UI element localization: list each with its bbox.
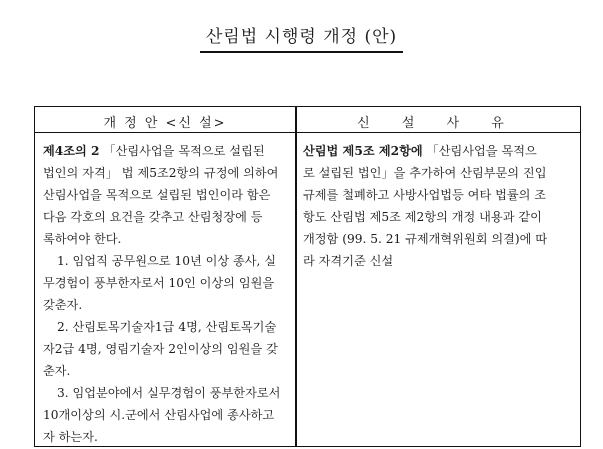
header-amendment: 개 정 안 <신 설> xyxy=(103,116,227,131)
amendment-line-text: 10개이상의 시.군에서 산림사업에 종사하고 xyxy=(43,408,275,422)
amendment-line xyxy=(43,426,291,448)
amendment-line-text: 갖춘자. xyxy=(43,298,83,312)
reason-line xyxy=(303,206,575,228)
reason-line-text: 라 자격기준 신설 xyxy=(303,254,394,268)
amendment-line xyxy=(43,272,291,294)
reason-line-text: 「산림사업을 목적으 xyxy=(422,144,537,158)
amendment-line-text: 자 하는자. xyxy=(43,430,98,444)
amendment-line-text: 1. 임업직 공무원으로 10년 이상 종사, 실 xyxy=(57,254,277,268)
amendment-line-text: 록하여야 한다. xyxy=(43,232,122,246)
column-divider xyxy=(295,107,297,446)
amendment-line-text: 자2급 4명, 영림기술자 2인이상의 임원을 갖 xyxy=(43,342,278,356)
reason-line-text: 규제를 철폐하고 사방사업법등 여타 법률의 조 xyxy=(303,188,547,202)
reason-line-bold: 산림법 제5조 제2항에 xyxy=(303,144,423,158)
reason-line xyxy=(303,140,575,162)
amendment-line-bold: 제4조의 2 xyxy=(43,144,100,158)
amendment-line xyxy=(43,228,291,250)
reason-line-text: 개정함 (99. 5. 21 규제개혁위원회 의결)에 따 xyxy=(303,232,548,246)
reason-line xyxy=(303,162,575,184)
amendment-line xyxy=(43,316,291,338)
amendment-line-text: 다음 각호의 요건을 갖추고 산림청장에 등 xyxy=(43,210,263,224)
amendment-line-text: 2. 산림토목기술자1급 4명, 산림토목기술 xyxy=(57,320,277,334)
amendment-text xyxy=(43,140,291,448)
reason-line-text: 로 설립된 법인」을 추가하여 산림부문의 진입 xyxy=(303,166,547,180)
amendment-line xyxy=(43,250,291,272)
amendment-line xyxy=(43,162,291,184)
amendment-line xyxy=(43,360,291,382)
amendment-line-text: 「산림사업을 목적으로 설립된 xyxy=(99,144,265,158)
table-header-row xyxy=(35,107,580,133)
amendment-line xyxy=(43,184,291,206)
header-reason: 신 설 사 유 xyxy=(357,116,518,131)
revision-table xyxy=(34,106,581,447)
amendment-line xyxy=(43,404,291,426)
amendment-line-text: 산림사업을 목적으로 설립된 법인이라 함은 xyxy=(43,188,271,202)
reason-line xyxy=(303,228,575,250)
amendment-line xyxy=(43,338,291,360)
amendment-line-text: 3. 임업분야에서 실무경험이 풍부한자로서 xyxy=(57,386,281,400)
amendment-line xyxy=(43,140,291,162)
document-title xyxy=(0,22,603,53)
reason-line-text: 항도 산림법 제5조 제2항의 개정 내용과 같이 xyxy=(303,210,542,224)
amendment-line xyxy=(43,294,291,316)
reason-text xyxy=(303,140,575,272)
amendment-line-text: 법인의 자격」 법 제5조2항의 규정에 의하여 xyxy=(43,166,279,180)
title-text: 산림법 시행령 개정 (안) xyxy=(200,22,403,53)
amendment-line xyxy=(43,206,291,228)
reason-line xyxy=(303,250,575,272)
amendment-line xyxy=(43,382,291,404)
reason-line xyxy=(303,184,575,206)
amendment-line-text: 춘자. xyxy=(43,364,71,378)
amendment-line-text: 무경험이 풍부한자로서 10인 이상의 임원을 xyxy=(43,276,275,290)
